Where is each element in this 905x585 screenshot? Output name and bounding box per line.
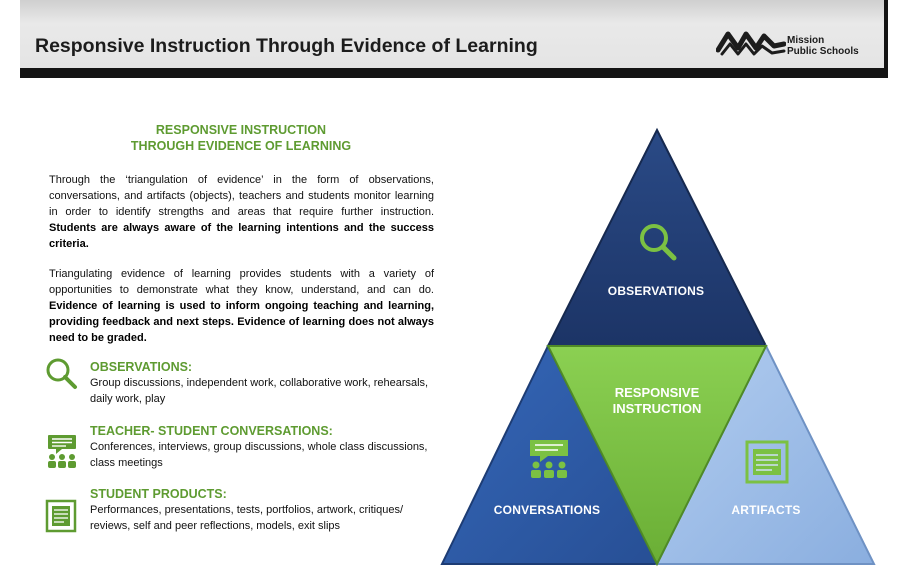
triangulation-diagram (440, 124, 880, 568)
evidence-text: Triangulating evidence of learning provides students with a variety of opportunities to demonstrate what they know, understand, and can do. (49, 268, 434, 296)
logo-text (787, 35, 859, 57)
intro-paragraph (49, 172, 434, 252)
conversations-title: TEACHER- STUDENT CONVERSATIONS: (90, 424, 333, 438)
document-icon (44, 498, 80, 534)
section-title (48, 122, 434, 154)
products-desc: Performances, presentations, tests, portfolios, artwork, critiques/ reviews, self and peer reflections, models, exit slips (90, 504, 404, 532)
center-line2: INSTRUCTION (612, 401, 702, 416)
header-divider (20, 68, 888, 78)
observations-label: OBSERVATIONS (607, 284, 705, 298)
evidence-bold: Evidence of learning is used to inform ongoing teaching and learning, providing feedback and next steps. Evidence of learning does not always need to be graded. (49, 300, 434, 344)
section-title-line2: THROUGH EVIDENCE OF LEARNING (130, 139, 352, 153)
products-title: STUDENT PRODUCTS: (90, 487, 227, 501)
intro-bold: Students are always aware of the learning intentions and the success criteria. (49, 222, 434, 250)
mission-logo-icon (716, 26, 786, 58)
observations-triangle (548, 130, 766, 346)
conversation-icon (44, 433, 80, 469)
magnifier-icon (44, 356, 80, 392)
center-line1: RESPONSIVE (614, 385, 700, 400)
artifacts-label: ARTIFACTS (731, 503, 801, 517)
header-edge (884, 0, 888, 70)
page-title: Responsive Instruction Through Evidence of Learning (35, 35, 538, 57)
observations-title: OBSERVATIONS: (90, 360, 193, 374)
observations-desc: Group discussions, independent work, collaborative work, rehearsals, daily work, play (90, 377, 429, 405)
responsive-instruction-label (596, 385, 718, 417)
logo-line2: Public Schools (787, 46, 859, 57)
intro-text: Through the ‘triangulation of evidence’ in the form of observations, conversations, and artifacts (objects), teachers and students monitor learning in order to identify strengths and areas that require further instruction. (49, 174, 434, 218)
section-title-line1: RESPONSIVE INSTRUCTION (155, 123, 327, 137)
conversations-desc: Conferences, interviews, group discussions, whole class discussions, class meetings (90, 441, 428, 469)
evidence-paragraph (49, 266, 434, 346)
conversations-label: CONVERSATIONS (493, 503, 601, 517)
logo-line1: Mission (787, 35, 825, 46)
